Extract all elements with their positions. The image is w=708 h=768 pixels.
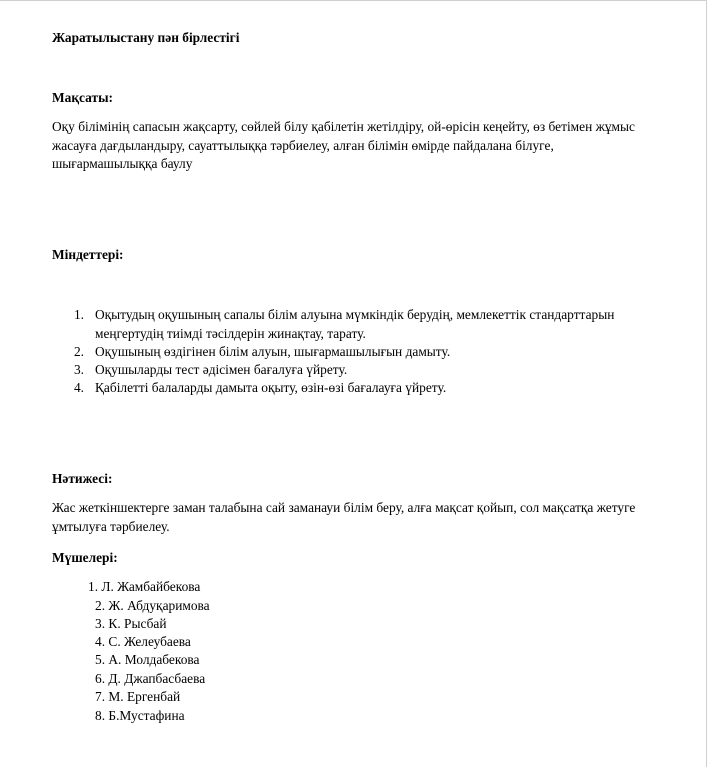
list-item-number: 4. [73,380,84,395]
list-item: 6. Д. Джапбасбаева [95,671,206,686]
list-item: 2. Ж. Абдуқаримова [95,598,210,613]
list-item: 4. С. Желеубаева [95,634,191,649]
tasks-heading: Міндеттері: [52,247,124,262]
list-item-text-continued: меңгертудің тиімді тәсілдерін жинақтау, тарату. [95,325,366,341]
list-item-text: Оқушыларды тест әдісімен бағалуға үйрету. [95,362,348,377]
goal-heading: Мақсаты: [52,90,113,105]
members-heading: Мүшелері: [52,550,118,565]
document-title: Жаратылыстану пән бірлестігі [52,30,240,45]
list-item: 3. К. Рысбай [95,616,167,631]
list-item: 1. Л. Жамбайбекова [88,579,201,594]
list-item-text: Оқытудың оқушының сапалы білім алуына мүмкіндік берудің, мемлекеттік стандарттарын [95,307,615,322]
list-item: 7. М. Ергенбай [95,689,181,704]
list-item-number: 3. [73,362,84,377]
list-item-number: 1. [73,307,84,322]
result-heading: Нәтижесі: [52,471,113,486]
list-item: 8. Б.Мустафина [95,708,185,723]
list-item-text: Оқушының өздігінен білім алуын, шығармашылығын дамыту. [95,344,451,359]
result-text: Жас жеткіншектерге заман талабына сай заманауи білім беру, алға мақсат қойып, сол мақсатқа жетуге ұмтылуға тәрбиелеу. [52,500,636,534]
list-item-text: Қабілетті балаларды дамыта оқыту, өзін-өзі бағалауға үйрету. [95,380,447,395]
list-item-number: 2. [73,344,84,359]
goal-text: Оқу білімінің сапасын жақсарту, сөйлей білу қабілетін жетілдіру, ой-өрісін кеңейту, өз бетімен жұмыс жасауға дағдыландыру, сауаттылыққа тәрбиелеу, алған білімін өмірде пайдалана білуге, шығармашылыққа баулу [52,119,635,171]
list-item: 5. А. Молдабекова [95,652,200,667]
